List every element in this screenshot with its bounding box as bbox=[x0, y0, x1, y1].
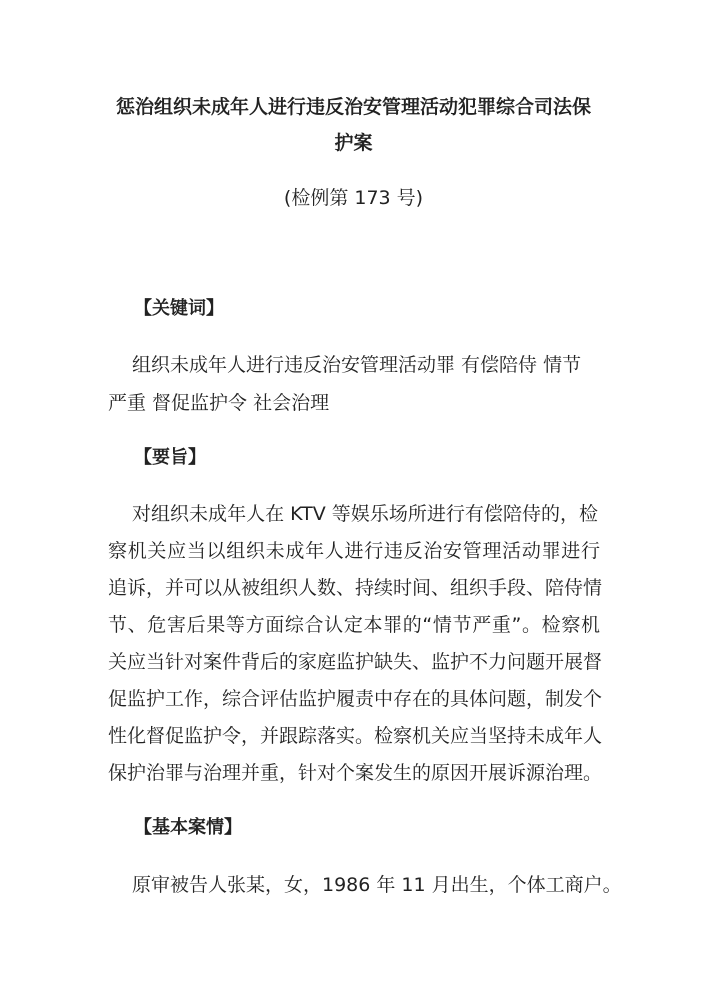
facts-line: 原审被告人张某，女，1986 年 11 月出生，个体工商户。 bbox=[132, 874, 622, 896]
document-title-line-1: 惩治组织未成年人进行违反治安管理活动犯罪综合司法保 bbox=[115, 96, 591, 118]
document-title-line-2: 护案 bbox=[334, 132, 373, 154]
gist-line: 察机关应当以组织未成年人进行违反治安管理活动罪进行 bbox=[108, 540, 600, 562]
gist-line: 关应当针对案件背后的家庭监护缺失、监护不力问题开展督 bbox=[108, 651, 603, 673]
keywords-line: 组织未成年人进行违反治安管理活动罪 有偿陪侍 情节 bbox=[132, 354, 582, 376]
gist-line: 性化督促监护令，并跟踪落实。检察机关应当坚持未成年人 bbox=[108, 725, 603, 747]
gist-line: 节、危害后果等方面综合认定本罪的“情节严重”。检察机 bbox=[108, 614, 600, 636]
keywords-heading: 【关键词】 bbox=[134, 298, 224, 319]
case-number: (检例第 173 号) bbox=[283, 187, 424, 209]
gist-line: 促监护工作，综合评估监护履责中存在的具体问题，制发个 bbox=[108, 688, 603, 710]
keywords-line: 严重 督促监护令 社会治理 bbox=[108, 392, 330, 414]
gist-line: 追诉，并可以从被组织人数、持续时间、组织手段、陪侍情 bbox=[108, 577, 603, 599]
facts-heading: 【基本案情】 bbox=[134, 817, 242, 838]
gist-heading: 【要旨】 bbox=[134, 447, 206, 468]
gist-line: 对组织未成年人在 KTV 等娱乐场所进行有偿陪侍的，检 bbox=[132, 503, 598, 525]
gist-line: 保护治罪与治理并重，针对个案发生的原因开展诉源治理。 bbox=[108, 762, 603, 784]
